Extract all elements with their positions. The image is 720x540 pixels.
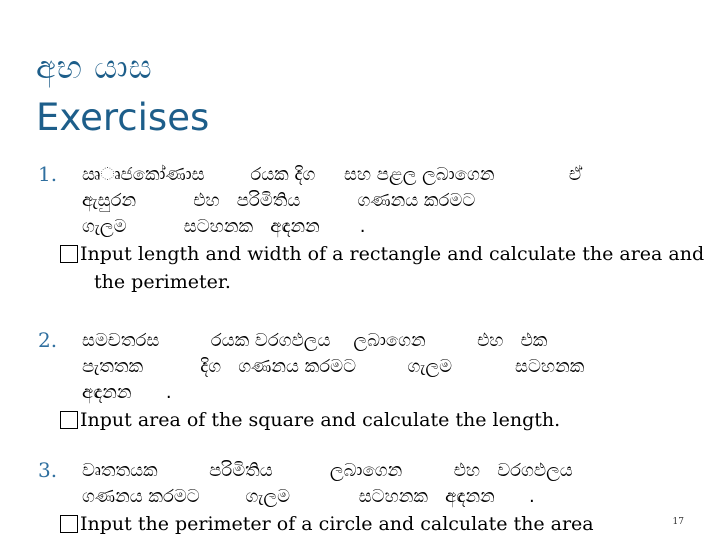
english-instruction <box>60 406 680 434</box>
exercise-number: 3. <box>38 458 58 482</box>
sinhala-line: ඍෘජකෝණාස රයක දිග සහ පළල ලබාගෙන ඒ <box>82 164 583 185</box>
english-instruction <box>60 240 714 296</box>
exercise-item-3 <box>38 458 678 538</box>
sinhala-line: සමචතරස රයක වරගඵලය ලබාගෙන එහ එක <box>82 330 548 351</box>
page-number: 17 <box>672 517 684 527</box>
exercise-number: 1. <box>38 162 58 186</box>
checkbox-bullet-icon <box>60 515 78 533</box>
english-instruction <box>60 510 680 538</box>
checkbox-bullet-icon <box>60 245 78 263</box>
english-instruction-text: Input area of the square and calculate the length. <box>80 409 561 431</box>
exercise-item-2 <box>38 328 678 434</box>
sinhala-line: ඇසුරන එහ පරිමිතිය ගණනය කරමට <box>82 190 476 211</box>
slide-title: Exercises <box>36 96 210 139</box>
exercise-item-1 <box>38 162 705 296</box>
sinhala-line: පැතතක දිග ගණනය කරමට ගැලම සටහනක <box>82 356 585 377</box>
sinhala-line: අඳනන . <box>82 382 172 403</box>
sinhala-line: ගණනය කරමට ගැලම සටහනක අඳනන . <box>82 486 535 507</box>
exercise-number: 2. <box>38 328 58 352</box>
english-instruction-text: Input the perimeter of a circle and calculate the area <box>80 513 594 535</box>
sinhala-line: වෘතතයක පරිමිතිය ලබාගෙන එහ වරගඵලය <box>82 460 573 481</box>
sinhala-line: ගැලම සටහනක අඳනන . <box>82 216 366 237</box>
top-rule <box>0 0 720 4</box>
checkbox-bullet-icon <box>60 411 78 429</box>
english-instruction-text: Input length and width of a rectangle and calculate the area and the perimeter. <box>80 243 705 293</box>
slide-title-sinhala: අභ යාස <box>36 48 153 86</box>
